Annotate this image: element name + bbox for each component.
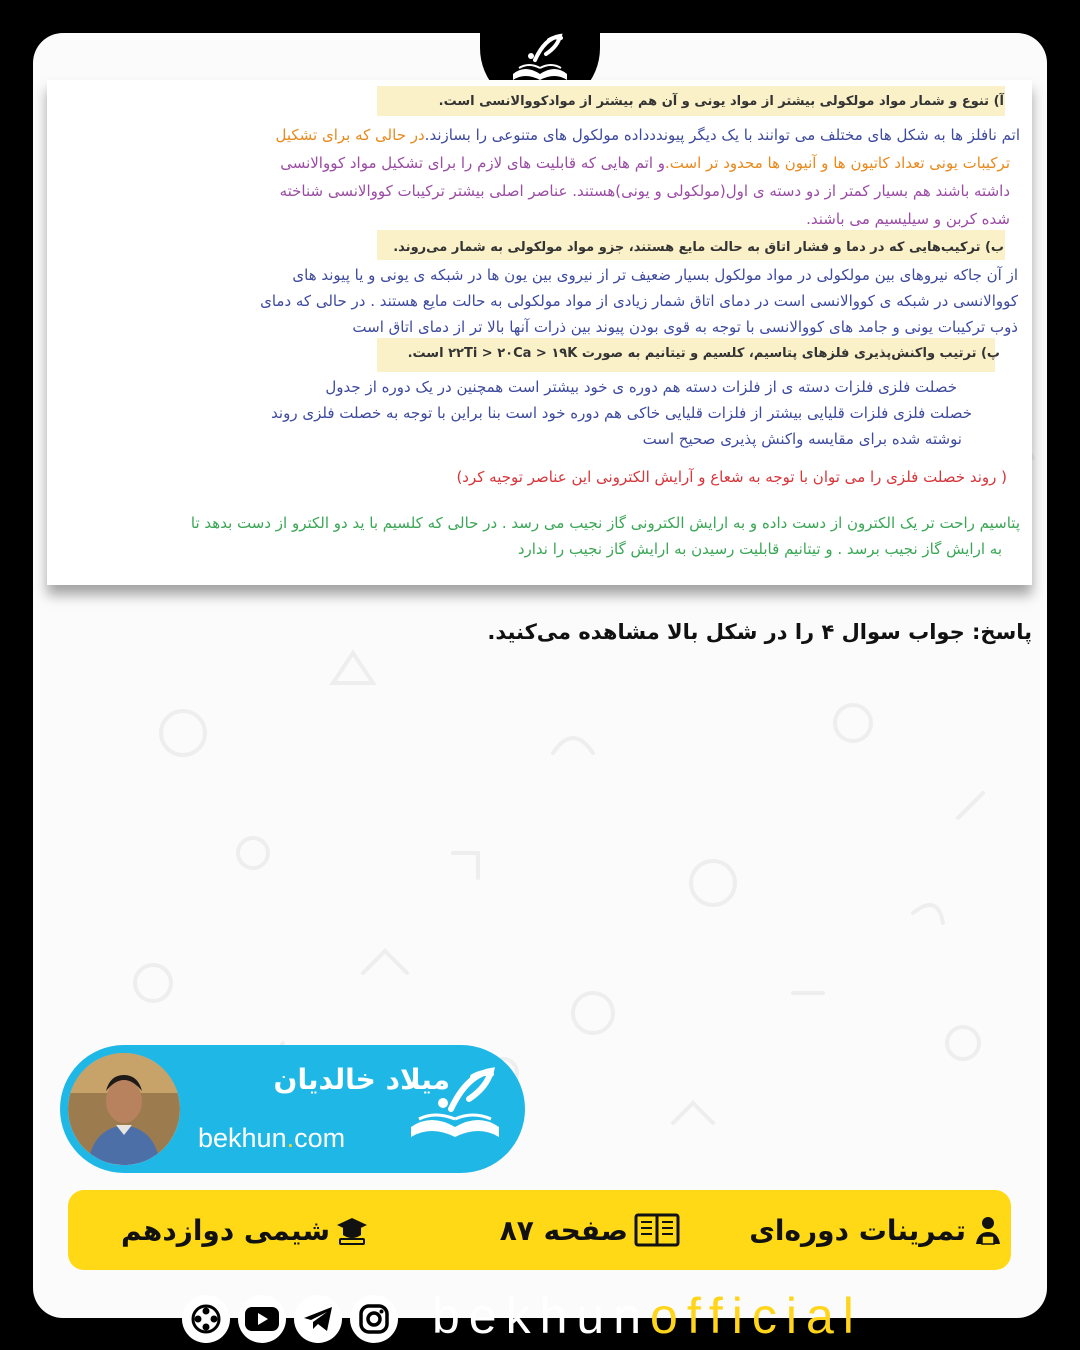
aparat-icon[interactable] [182,1295,230,1343]
answer-a-line-1: اتم نافلز ها به شکل های مختلف می توانند با یک دیگر پیونددداده مولکول های متنوعی را بسازند.در حالی که برای تشکیل [275,126,1020,144]
answer-p-line-3: نوشته شده برای مقایسه واکنش پذیری صحیح است [642,430,962,448]
brand-handle: bekhunofficial [432,1288,863,1344]
green-line-2: به ارایش گاز نجیب برسد . و تیتانیم قابلیت رسیدن به ارایش گاز نجیب را ندارد [517,540,1002,558]
green-line-1: پتاسیم راحت تر یک الکترون از دست داده و به ارایش الکترونی گاز نجیب می رسد . در حالی که کلسیم با ید دو الکترو از دست بدهد تا [190,514,1020,532]
section-label: تمرینات دوره‌ای [704,1208,1004,1252]
answer-p-line-2: خصلت فلزی فلزات قلیایی بیشتر از فلزات قلیایی خاکی هم دوره خود است بنا براین با توجه به خصلت فلزی روند [271,404,972,422]
question-a: آ) تنوع و شمار مواد مولکولی بیشتر از مواد یونی و آن هم بیشتر از موادکووالانسی است. [438,94,1004,109]
instagram-icon[interactable] [350,1295,398,1343]
answer-p-line-1: خصلت فلزی فلزات دسته ی از فلزات دسته هم دوره ی خود بیشتر است همچنین در یک دوره از جدول [325,378,957,396]
footer-info-bar [68,1190,1011,1270]
textbook-answer-scan [47,80,1032,585]
page-label: صفحه ۸۷ [450,1208,680,1252]
youtube-icon[interactable] [238,1295,286,1343]
answer-caption: پاسخ: جواب سوال ۴ را در شکل بالا مشاهده می‌کنید. [487,620,1032,644]
red-note: ( روند خصلت فلزی را می توان با توجه به شعاع و آرایش الکترونی این عناصر توجیه کرد) [456,468,1007,486]
answer-a-line-2: ترکیبات یونی تعداد کاتیون ها و آنیون ها محدود تر است.و اتم هایی که قابلیت های لازم را برای تشکیل مواد کووالانسی [280,154,1010,172]
author-card [60,1045,525,1173]
author-website[interactable]: bekhun.com [198,1123,346,1153]
telegram-icon[interactable] [294,1295,342,1343]
author-name: میلاد خالدیان [273,1063,450,1096]
answer-a-line-3: داشته باشند هم بسیار کمتر از دو دسته ی اول(مولکولی و یونی)هستند. عناصر اصلی بیشتر ترکیبات کووالانسی شناخته [279,182,1010,200]
answer-b-line-1: از آن جاکه نیروهای بین مولکولی در مواد مولکول بسیار ضعیف تر از نیروی بین یون ها در شبکه ی یونی و یا پیوند های [292,266,1018,284]
answer-a-line-4: شده کربن و سیلیسیم می باشند. [806,210,1010,228]
graduation-cap-icon [336,1215,368,1245]
author-avatar [64,1049,184,1169]
bekhun-logo-icon [405,1067,517,1157]
subject-label: شیمی دوازدهم [78,1208,368,1252]
answer-b-line-2: کووالانسی در شبکه ی کووالانسی است در دمای اتاق شمار زیادی از مواد مولکولی به حالت مایع هستند . در حالی که دمای [260,292,1018,310]
social-links [182,1294,398,1344]
question-b: ب) ترکیب‌هایی که در دما و فشار اتاق به حالت مایع هستند، جزو مواد مولکولی به شمار می‌روند. [393,240,1004,255]
answer-b-line-3: ذوب ترکیبات یونی و جامد های کووالانسی با توجه به قوی بودن پیوند بین ذرات آنها بالا تر از دمای اتاق است [352,318,1018,336]
teacher-icon [972,1214,1004,1246]
open-book-icon [634,1213,680,1247]
question-p: پ) ترتیب واکنش‌پذیری فلزهای پتاسیم، کلسیم و تیتانیم به صورت ۲۲Ti > ۲۰Ca > ۱۹K است. [407,346,1000,361]
